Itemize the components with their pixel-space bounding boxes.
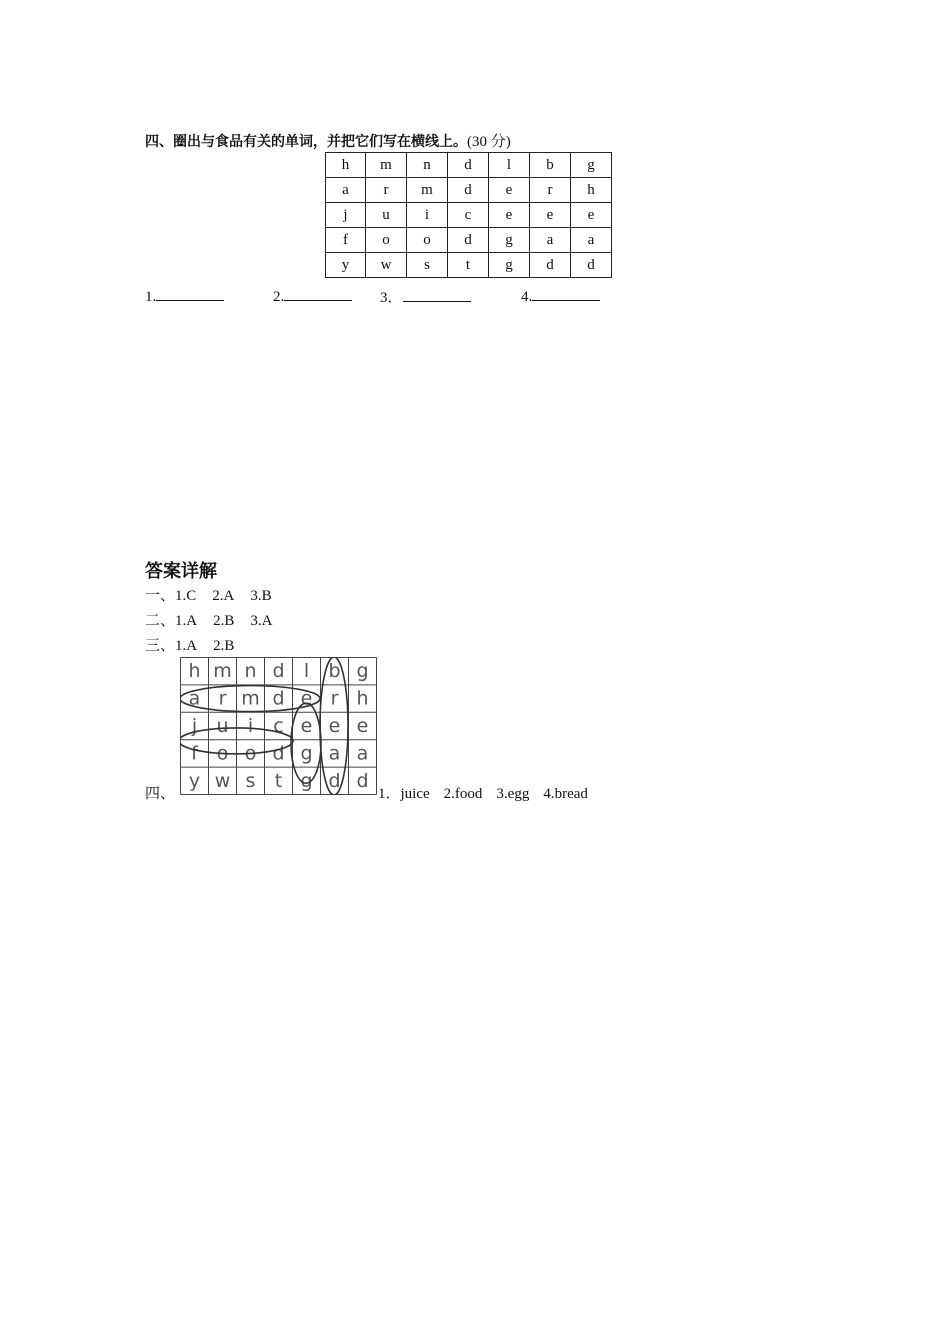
grid-row (326, 203, 612, 228)
grid-cell[interactable]: h (571, 178, 612, 203)
blank-4[interactable]: 4. (521, 286, 600, 306)
grid-cell[interactable]: o (407, 228, 448, 253)
puzzle-letter: d (272, 742, 285, 765)
puzzle-letter: a (188, 687, 201, 710)
grid-cell[interactable]: o (366, 228, 407, 253)
puzzle-letter: f (191, 742, 198, 765)
grid-cell[interactable]: e (530, 203, 571, 228)
grid-row (326, 228, 612, 253)
solved-puzzle-image (180, 657, 377, 795)
puzzle-letter: g (300, 742, 313, 765)
answer-line-4: 1．juice 2.food 3.egg 4.bread (378, 786, 588, 802)
grid-cell[interactable]: m (366, 153, 407, 178)
solved-puzzle-svg (180, 657, 377, 795)
grid-cell[interactable]: b (530, 153, 571, 178)
grid-cell[interactable]: g (571, 153, 612, 178)
grid-cell[interactable]: s (407, 253, 448, 278)
grid-cell[interactable]: d (448, 228, 489, 253)
puzzle-letter: n (244, 660, 257, 683)
answers-title: 答案详解 (145, 561, 217, 582)
grid-cell[interactable]: e (571, 203, 612, 228)
puzzle-letter: g (300, 769, 313, 792)
grid-row (326, 153, 612, 178)
answer-line-3: 三、1.A 2.B (145, 638, 235, 654)
blank-2[interactable]: 2. (273, 286, 352, 306)
grid-cell[interactable]: e (489, 178, 530, 203)
puzzle-letter: e (300, 715, 313, 738)
puzzle-letter: b (328, 660, 341, 683)
puzzle-letter: e (328, 715, 341, 738)
puzzle-letter: o (216, 742, 229, 765)
grid-cell[interactable]: g (489, 228, 530, 253)
puzzle-letter: o (244, 742, 257, 765)
puzzle-letter: m (241, 687, 260, 710)
blank-1[interactable]: 1. (145, 286, 224, 306)
grid-cell[interactable]: d (571, 253, 612, 278)
grid-cell[interactable]: g (489, 253, 530, 278)
grid-cell[interactable]: d (448, 153, 489, 178)
puzzle-letter: a (356, 742, 369, 765)
grid-cell[interactable]: a (571, 228, 612, 253)
grid-cell[interactable]: a (530, 228, 571, 253)
grid-cell[interactable]: n (407, 153, 448, 178)
puzzle-letter: w (214, 769, 231, 792)
grid-cell[interactable]: t (448, 253, 489, 278)
question-text: 四、圈出与食品有关的单词，并把它们写在横线上。 (145, 134, 467, 150)
puzzle-letter: r (218, 687, 227, 710)
grid-cell[interactable]: j (326, 203, 366, 228)
grid-cell[interactable]: i (407, 203, 448, 228)
puzzle-letter: a (328, 742, 341, 765)
puzzle-letter: e (300, 687, 313, 710)
puzzle-letter: h (188, 660, 201, 683)
puzzle-letter: d (272, 660, 285, 683)
grid-cell[interactable]: d (448, 178, 489, 203)
puzzle-letter: e (356, 715, 369, 738)
puzzle-letter: d (272, 687, 285, 710)
answer-line-2: 二、1.A 2.B 3.A (145, 613, 273, 629)
grid-row (326, 178, 612, 203)
puzzle-letter: g (356, 660, 369, 683)
puzzle-letter: d (356, 769, 369, 792)
blank-3[interactable]: 3． (380, 286, 471, 307)
puzzle-letter: l (303, 660, 310, 683)
grid-cell[interactable]: w (366, 253, 407, 278)
puzzle-letter: j (191, 715, 198, 738)
grid-cell[interactable]: l (489, 153, 530, 178)
puzzle-letter: r (330, 687, 339, 710)
puzzle-letter: u (216, 715, 229, 738)
grid-cell[interactable]: f (326, 228, 366, 253)
grid-cell[interactable]: y (326, 253, 366, 278)
grid-cell[interactable]: a (326, 178, 366, 203)
answer-line-4-label: 四、 (145, 786, 176, 802)
word-search-grid (325, 152, 612, 278)
question-score: (30 分) (467, 134, 511, 150)
puzzle-letter: d (328, 769, 341, 792)
grid-cell[interactable]: u (366, 203, 407, 228)
puzzle-letter: t (274, 769, 283, 792)
puzzle-letter: h (356, 687, 369, 710)
puzzle-letter: i (247, 715, 254, 738)
puzzle-letter: m (213, 660, 232, 683)
answer-line-1: 一、1.C 2.A 3.B (145, 588, 272, 604)
question-title (145, 130, 511, 151)
grid-row (326, 253, 612, 278)
grid-cell[interactable]: c (448, 203, 489, 228)
grid-cell[interactable]: d (530, 253, 571, 278)
puzzle-letter: s (245, 769, 256, 792)
puzzle-letter: y (188, 769, 201, 792)
grid-cell[interactable]: m (407, 178, 448, 203)
grid-cell[interactable]: r (366, 178, 407, 203)
grid-cell[interactable]: h (326, 153, 366, 178)
puzzle-letter: c (273, 715, 284, 738)
grid-cell[interactable]: r (530, 178, 571, 203)
grid-cell[interactable]: e (489, 203, 530, 228)
